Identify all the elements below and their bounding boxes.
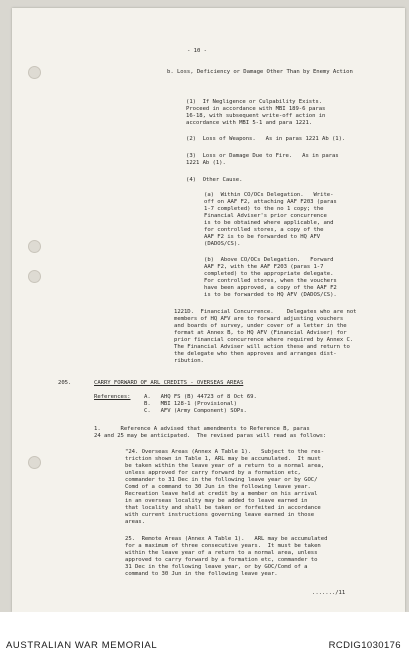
punch-hole (28, 66, 41, 79)
references-label: References: (94, 394, 131, 400)
punch-hole (28, 240, 41, 253)
punch-hole (28, 270, 41, 283)
continuation-marker: ......./11 (312, 590, 346, 596)
document-page: - 10 - b. Loss, Deficiency or Damage Other Than by Enemy Action (1) If Negligence or Culpability Exists. Proceed in accordance with MBI 189-6 paras 16-18, with subsequent write-off action in accordance with MBI 5-1 and para 1221. (2) Loss of Weapons. As in paras 1221 Ab (1). (3) Loss or Damage Due to Fire. As in paras 1221 Ab (1). (4) Other Cause. (a) Within CO/OCs Delegation. Write- off on AAF F2, attaching AAF F203 (paras 1-7 completed) to the no 1 copy; the Financial Adviser's prior concurrence is to be obtained where applicable, and for controlled stores, a copy of the AAF F2 is to be forwarded to HQ AFV (DADOS/CS). (b) Above CO/OCs Delegation. Forward AAF F2, with the AAF F203 (paras 1-7 completed) to the appropriate delegate. For controlled stores, when the vouchers have been approved, a copy of the AAF F2 is to be forwarded to HQ AFV (DADOS/CS). 1221D. Financial Concurrence. Delegates who are not members of HQ AFV are to forward adjusting vouchers and boards of survey, under cover of a letter in the format at Annex B, to HQ AFV (Financial Adviser) for prior financial concurrence where required by Annex C. The Financial Adviser will action these and return to the delegate who then approves and arranges dist- ribution. 205. CARRY FORWARD OF ARL CREDITS - OVERSEAS AREAS References: A. AHQ FS (B) 44723 of 8 Oct 69. B. MBI 128-1 (Provisional) C. AFV (Army Component) SOPs. 1. Reference A advised that amendments to Reference B, paras 24 and 25 may be anticipated. The revised paras will read as follows: "24. Overseas Areas (Annex A Table 1). Subject to the res- triction shown in Table 1, ARL may be accumulated. It must be taken within the leave year of a return to a normal area, unless approved for carry forward by a formation etc, commander to 31 Dec in the following leave year or by GOC/ Comd of a command to 30 Jun in the following leave year. Recreation leave held at credit by a member on his arrival in an overseas locality may be added to leave earned in that locality and shall be taken or forfeited in accordance with current instructions governing leave earned in those areas. 25. Remote Areas (Annex A Table 1). ARL may be accumulated for a maximum of three consecutive years. It must be taken within the leave year of a return to a normal area, unless approved to carry forward by a formation etc, commander to 31 Dec in the following leave year, or by GOC/Comd of a command to 30 Jun in the following leave year. ......./11 (12, 8, 405, 612)
footer-institution: AUSTRALIAN WAR MEMORIAL (6, 640, 158, 651)
page-number: - 10 - (187, 48, 207, 54)
punch-hole (28, 456, 41, 469)
archive-footer (0, 612, 409, 653)
footer-record-id: RCDIG1030176 (328, 640, 401, 651)
item-2: (2) Loss of Weapons. As in paras 1221 Ab (1). (186, 136, 346, 142)
para-205-title: CARRY FORWARD OF ARL CREDITS - OVERSEAS AREAS (94, 380, 244, 386)
section-b-title: b. Loss, Deficiency or Damage Other Than by Enemy Action (167, 69, 353, 75)
para-205-number: 205. (58, 380, 72, 386)
item-4: (4) Other Cause. (186, 177, 243, 183)
